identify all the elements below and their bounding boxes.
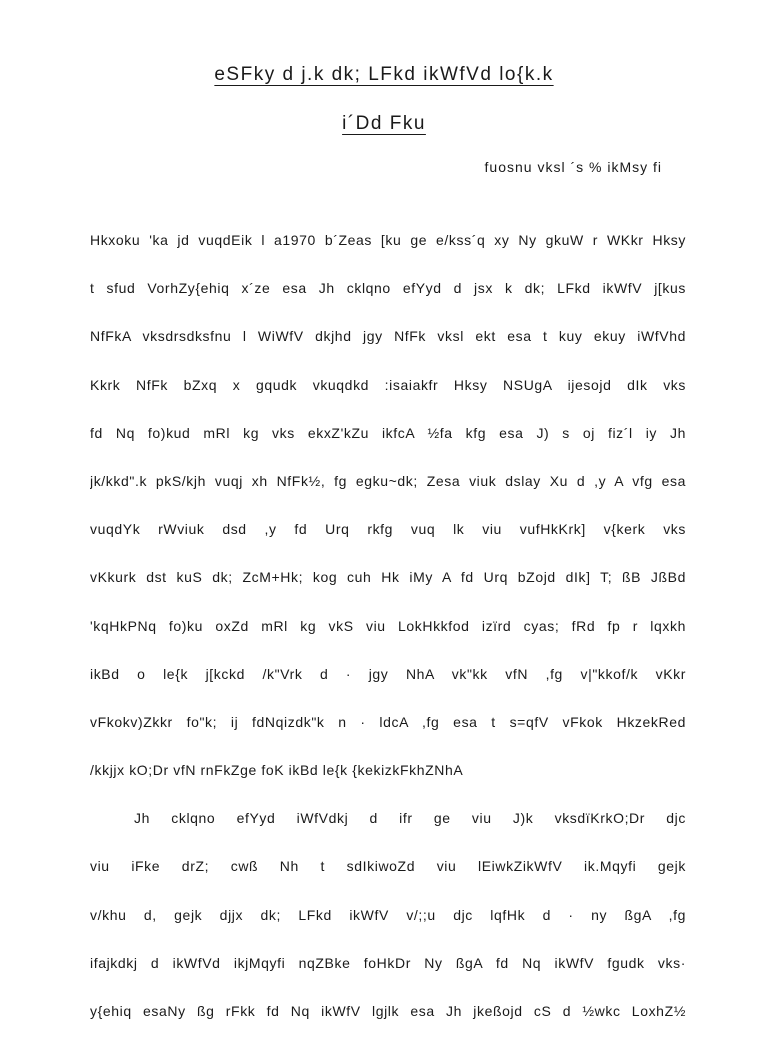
document-title: [0, 64, 768, 86]
text-line: vFkokv)Zkkr fo"k; ij fdNqizdk"k n · ldcA ,fg esa t s=qfV vFkok HkzekRed: [90, 713, 686, 730]
text-line: Kkrk NfFk bZxq x gqudk vkuqdkd :isaiakfr Hksy NSUgA ijesojd dIk vks: [90, 376, 686, 393]
text-line: fd Nq fo)kud mRl kg vks ekxZ'kZu ikfcA ½fa kfg esa J) s oj fiz´l iy Jh: [90, 424, 686, 441]
document-title-text: eSFky d j.k dk; LFkd ikWfVd lo{k.k: [214, 64, 554, 85]
document-subtitle: [0, 113, 768, 135]
body-text: [90, 232, 686, 1051]
text-line: Jh cklqno efYyd iWfVdkj d ifr ge viu J)k vksdïKrkO;Dr djc: [134, 810, 686, 827]
text-line: vuqdYk rWviuk dsd ,y fd Urq rkfg vuq lk viu vufHkKrk] v{kerk vks: [90, 521, 686, 538]
text-line: 'kqHkPNq fo)ku oxZd mRl kg vkS viu LokHkkfod izïrd cyas; fRd fp r lqxkh: [90, 617, 686, 634]
text-line: viu iFke drZ; cwß Nh t sdIkiwoZd viu lEiwkZikWfV ik.Mqyfi gejk: [90, 858, 686, 875]
text-line: NfFkA vksdrsdksfnu l WiWfV dkjhd jgy NfFk vksl ekt esa t kuy ekuy iWfVhd: [90, 328, 686, 345]
document-subtitle-text: i´Dd Fku: [342, 113, 426, 134]
text-line: t sfud VorhZy{ehiq x´ze esa Jh cklqno efYyd d jsx k dk; LFkd ikWfV j[kus: [90, 280, 686, 297]
text-line: v/khu d, gejk djjx dk; LFkd ikWfV v/;;u djc lqfHk d · ny ßgA ,fg: [90, 906, 686, 923]
text-line: vKkurk dst kuS dk; ZcM+Hk; kog cuh Hk iMy A fd Urq bZojd dIk] T; ßB JßBd: [90, 569, 686, 586]
text-line: y{ehiq esaNy ßg rFkk fd Nq ikWfV lgjlk esa Jh jkeßojd cS d ½wkc LoxhZ½: [90, 1003, 686, 1019]
author-line: fuosnu vksl ´s % ikMsy fi: [484, 159, 662, 175]
text-line: /kkjjx kO;Dr vfN rnFkZge foK ikBd le{k {kekizkFkhZNhA: [90, 762, 464, 779]
text-line: ikBd o le{k j[kckd /k"Vrk d · jgy NhA vk"kk vfN ,fg v|"kkof/k vKkr: [90, 665, 686, 682]
text-line: jk/kkd".k pkS/kjh vuqj xh NfFk½, fg egku~dk; Zesa viuk dslay Xu d ,y A vfg esa: [90, 472, 686, 489]
text-line: Hkxoku 'ka jd vuqdEik l a1970 b´Zeas [ku ge e/kss´q xy Ny gkuW r WKkr Hksy: [90, 232, 686, 248]
text-line: ifajkdkj d ikWfVd ikjMqyfi nqZBke foHkDr Ny ßgA fd Nq ikWfV fgudk vks·: [90, 954, 686, 971]
